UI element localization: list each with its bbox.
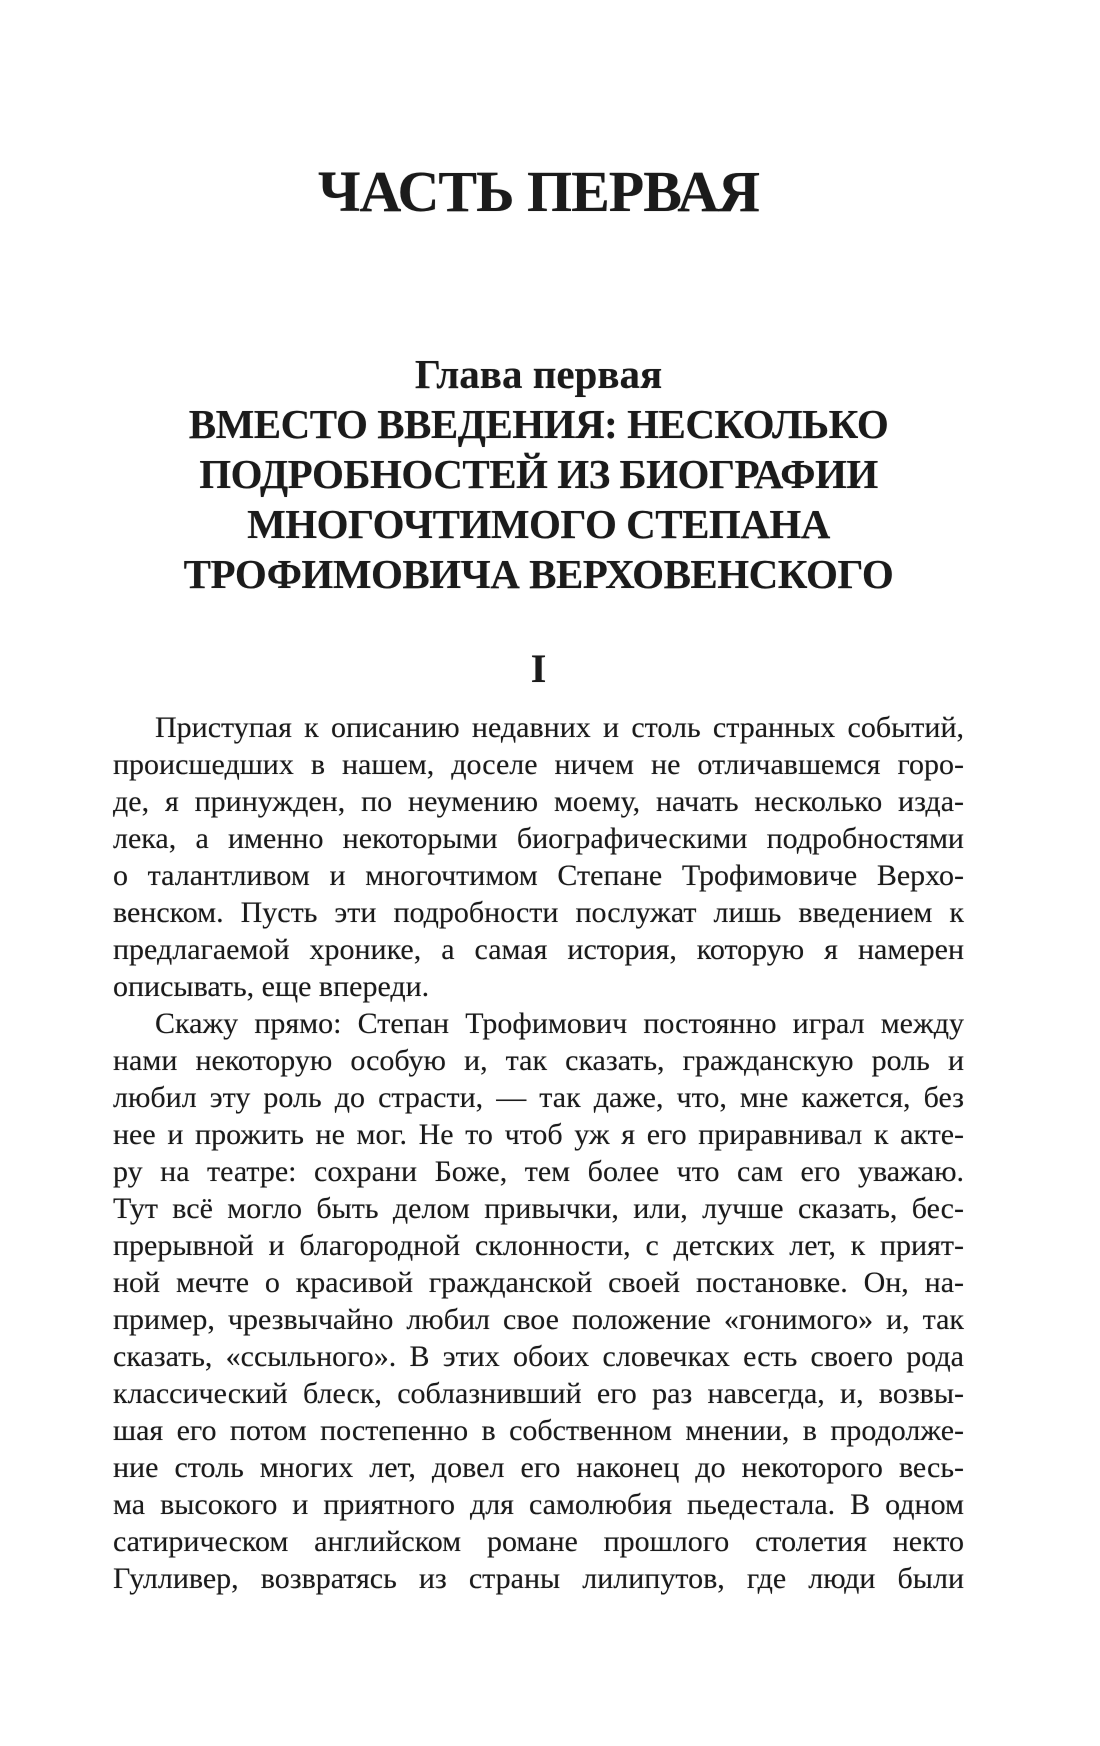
text-line: венском. Пусть эти подробности послужат лишь введением к [113,896,964,929]
text-line: пример, чрезвычайно любил свое положение «гонимого» и, так [113,1303,964,1336]
body-text [113,709,964,1597]
text-line: ной мечте о красивой гражданской своей постановке. Он, на- [113,1266,964,1299]
text-line: ру на театре: сохрани Боже, тем более что сам его уважаю. [113,1155,964,1188]
text-line: нами некоторую особую и, так сказать, гражданскую роль и [113,1044,964,1077]
chapter-heading [113,349,964,599]
text-line: о талантливом и многочтимом Степане Трофимовиче Верхо- [113,859,964,892]
paragraph [113,1005,964,1597]
text-line: ПОДРОБНОСТЕЙ ИЗ БИОГРАФИИ [199,451,878,497]
text-line: Гулливер, возвратясь из страны лилипутов, где люди были [113,1562,964,1595]
text-line: описывать, еще впереди. [113,970,430,1003]
text-line: ТРОФИМОВИЧА ВЕРХОВЕНСКОГО [183,551,894,597]
text-line: МНОГОЧТИМОГО СТЕПАНА [247,501,830,547]
text-line: классический блеск, соблазнивший его раз навсегда, и, возвы- [113,1377,964,1410]
text-line: шая его потом постепенно в собственном мнении, в продолже- [113,1414,964,1447]
chapter-number-label: Глава первая [414,351,663,397]
section-marker: I [530,646,547,691]
text-line: ма высокого и приятного для самолюбия пьедестала. В одном [113,1488,964,1521]
text-line: ние столь многих лет, довел его наконец до некоторого весь- [113,1451,964,1484]
text-line: Приступая к описанию недавних и столь странных событий, [155,711,964,744]
text-line: Скажу прямо: Степан Трофимович постоянно играл между [155,1007,964,1040]
paragraph [113,709,964,1005]
text-line: сатирическом английском романе прошлого столетия некто [113,1525,964,1558]
text-line: де, я принужден, по неумению моему, начать несколько изда- [113,785,964,818]
text-line: сказать, «ссыльного». В этих обоих словечках есть своего рода [113,1340,964,1373]
text-line: ВМЕСТО ВВЕДЕНИЯ: НЕСКОЛЬКО [188,401,889,447]
text-line: прерывной и благородной склонности, с детских лет, к прият- [113,1229,964,1262]
part-title: ЧАСТЬ ПЕРВАЯ [317,159,759,224]
text-line: происшедших в нашем, доселе ничем не отличавшемся горо- [113,748,964,781]
text-line: любил эту роль до страсти, — так даже, что, мне кажется, без [113,1081,964,1114]
text-column [113,0,964,1597]
text-line: предлагаемой хронике, а самая история, которую я намерен [113,933,964,966]
text-line: нее и прожить не мог. Не то чтоб уж я его приравнивал к акте- [113,1118,964,1151]
chapter-title [113,399,964,599]
text-line: Тут всё могло быть делом привычки, или, лучше сказать, бес- [113,1192,964,1225]
text-line: лека, а именно некоторыми биографическими подробностями [113,822,964,855]
